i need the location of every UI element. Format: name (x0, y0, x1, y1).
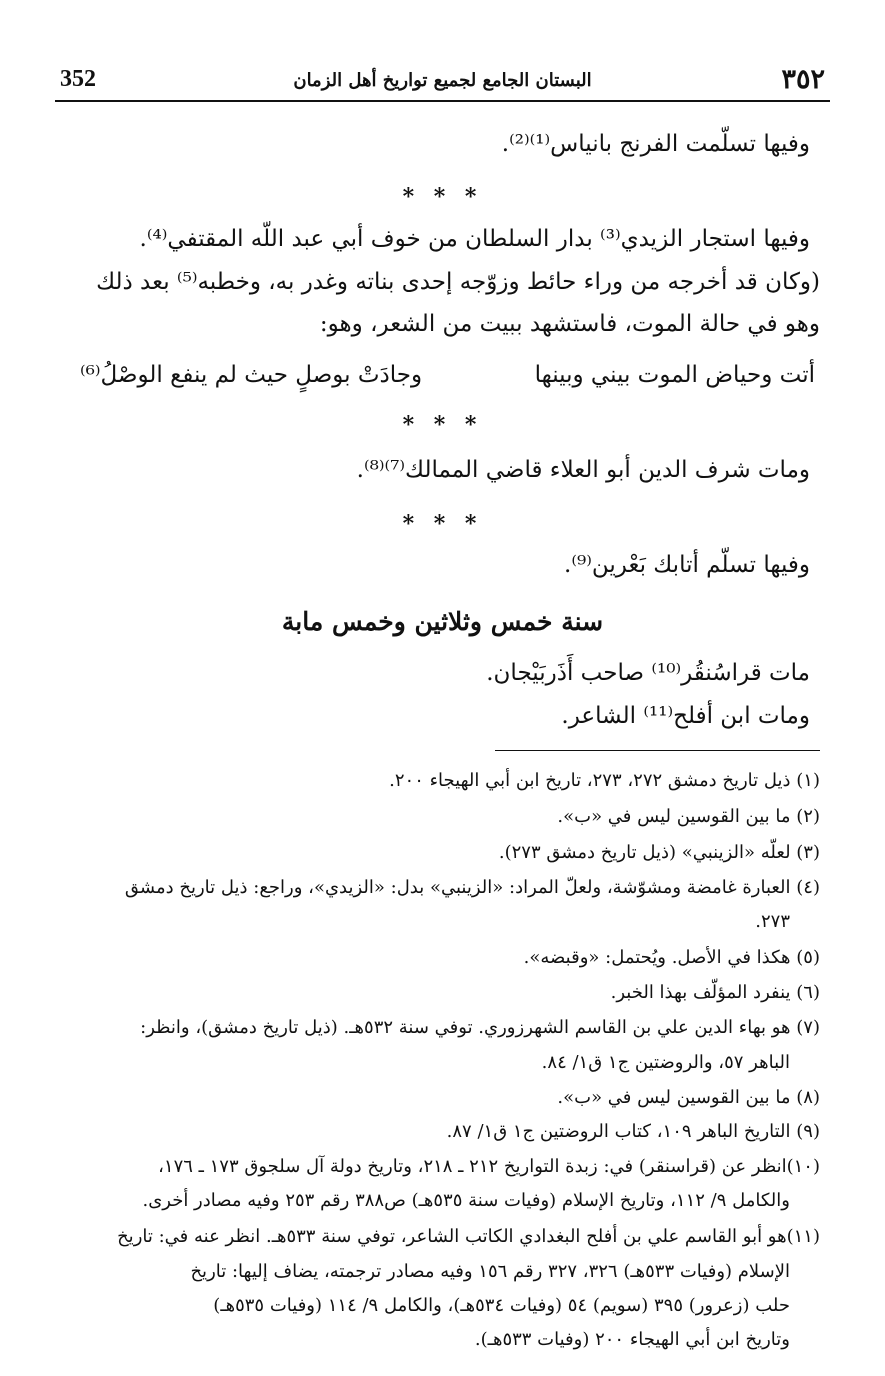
footnote-1: (١) ذيل تاريخ دمشق ٢٧٢، ٢٧٣، تاريخ ابن أبي الهيجاء ٢٠٠. (389, 770, 820, 791)
page-header (55, 62, 830, 96)
page-number-latin: 352 (60, 66, 96, 92)
footnote-4: (٤) العبارة غامضة ومشوّشة، ولعلّ المراد: «الزينبي» بدل: «الزيدي»، وراجع: ذيل تاريخ دمشق (124, 877, 820, 898)
footnote-10: (١٠)انظر عن (قراسنقر) في: زبدة التواريخ ٢١٢ ـ ٢١٨، وتاريخ دولة آل سلجوق ١٧٣ ـ ١٧٦، (158, 1156, 820, 1177)
footnote-5: (٥) هكذا في الأصل. ويُحتمل: «وقبضه». (523, 947, 820, 968)
footnote-11-cont-3: وتاريخ ابن أبي الهيجاء ٢٠٠ (وفيات ٥٣٣هـ). (474, 1329, 790, 1350)
separator-stars: * * * (402, 511, 483, 537)
footnote-11-cont-2: حلب (زعرور) ٣٩٥ (سويم) ٥٤ (وفيات ٥٣٤هـ)، والكامل ٩/ ١١٤ (وفيات ٥٣٥هـ) (213, 1295, 790, 1316)
footnote-11-cont-1: الإسلام (وفيات ٥٣٣هـ) ٣٢٦، ٣٢٧ رقم ١٥٦ وفيه مصادر ترجمته، يضاف إليها: تاريخ (190, 1261, 790, 1282)
body-line-1: وفيها تسلّمت الفرنج بانياس⁽¹⁾⁽²⁾. (501, 131, 810, 157)
footnote-6: (٦) ينفرد المؤلّف بهذا الخبر. (610, 982, 820, 1003)
body-line-4: وهو في حالة الموت، فاستشهد ببيت من الشعر، وهو: (319, 311, 820, 337)
poetry-verse (60, 362, 815, 396)
body-line-6: وفيها تسلّم أتابك بَعْرين⁽⁹⁾. (564, 552, 810, 578)
verse-first-hemistich: أتت وحياض الموت بيني وبينها (534, 362, 815, 388)
separator-stars: * * * (402, 412, 483, 438)
separator-stars: * * * (402, 184, 483, 210)
footnote-7: (٧) هو بهاء الدين علي بن القاسم الشهرزوري. توفي سنة ٥٣٢هـ. (ذيل تاريخ دمشق)، وانظر: (140, 1017, 820, 1038)
footnote-4-cont: ٢٧٣. (755, 911, 790, 932)
header-divider (55, 100, 830, 102)
footnote-7-cont: الباهر ٥٧، والروضتين ج١ ق١/ ٨٤. (541, 1052, 790, 1073)
footnote-3: (٣) لعلّه «الزينبي» (ذيل تاريخ دمشق ٢٧٣). (498, 842, 820, 863)
footnote-9: (٩) التاريخ الباهر ١٠٩، كتاب الروضتين ج١ ق١/ ٨٧. (446, 1121, 820, 1142)
body-line-8: ومات ابن أفلح⁽¹¹⁾ الشاعر. (561, 703, 810, 729)
section-title: سنة خمس وثلاثين وخمس مابة (281, 607, 604, 636)
footnote-8: (٨) ما بين القوسين ليس في «ب». (557, 1087, 820, 1108)
page-number-arabic: ٣٥٢ (781, 64, 825, 95)
body-line-2: وفيها استجار الزيدي⁽³⁾ بدار السلطان من خوف أبي عبد اللّه المقتفي⁽⁴⁾. (139, 226, 810, 252)
body-line-3: (وكان قد أخرجه من وراء حائط وزوّجه إحدى بناته وغدر به، وخطبه⁽⁵⁾ بعد ذلك (96, 269, 820, 295)
footnote-2: (٢) ما بين القوسين ليس في «ب». (557, 806, 820, 827)
body-line-5: ومات شرف الدين أبو العلاء قاضي الممالك⁽⁷⁾⁽⁸⁾. (356, 457, 810, 483)
verse-second-hemistich: وجادَتْ بوصلٍ حيث لم ينفع الوصْلُ⁽⁶⁾ (80, 362, 423, 388)
footnote-10-cont: والكامل ٩/ ١١٢، وتاريخ الإسلام (وفيات سنة ٥٣٥هـ) ص٣٨٨ رقم ٢٥٣ وفيه مصادر أخرى. (142, 1190, 790, 1211)
footnote-11: (١١)هو أبو القاسم علي بن أفلح البغدادي الكاتب الشاعر، توفي سنة ٥٣٣هـ. انظر عنه في: تاريخ (117, 1226, 820, 1247)
footnote-divider (495, 750, 820, 751)
body-line-7: مات قراسُنقُر⁽¹⁰⁾ صاحب أَذَربَيْجان. (486, 660, 810, 686)
running-title: البستان الجامع لجميع تواريخ أهل الزمان (293, 70, 592, 91)
